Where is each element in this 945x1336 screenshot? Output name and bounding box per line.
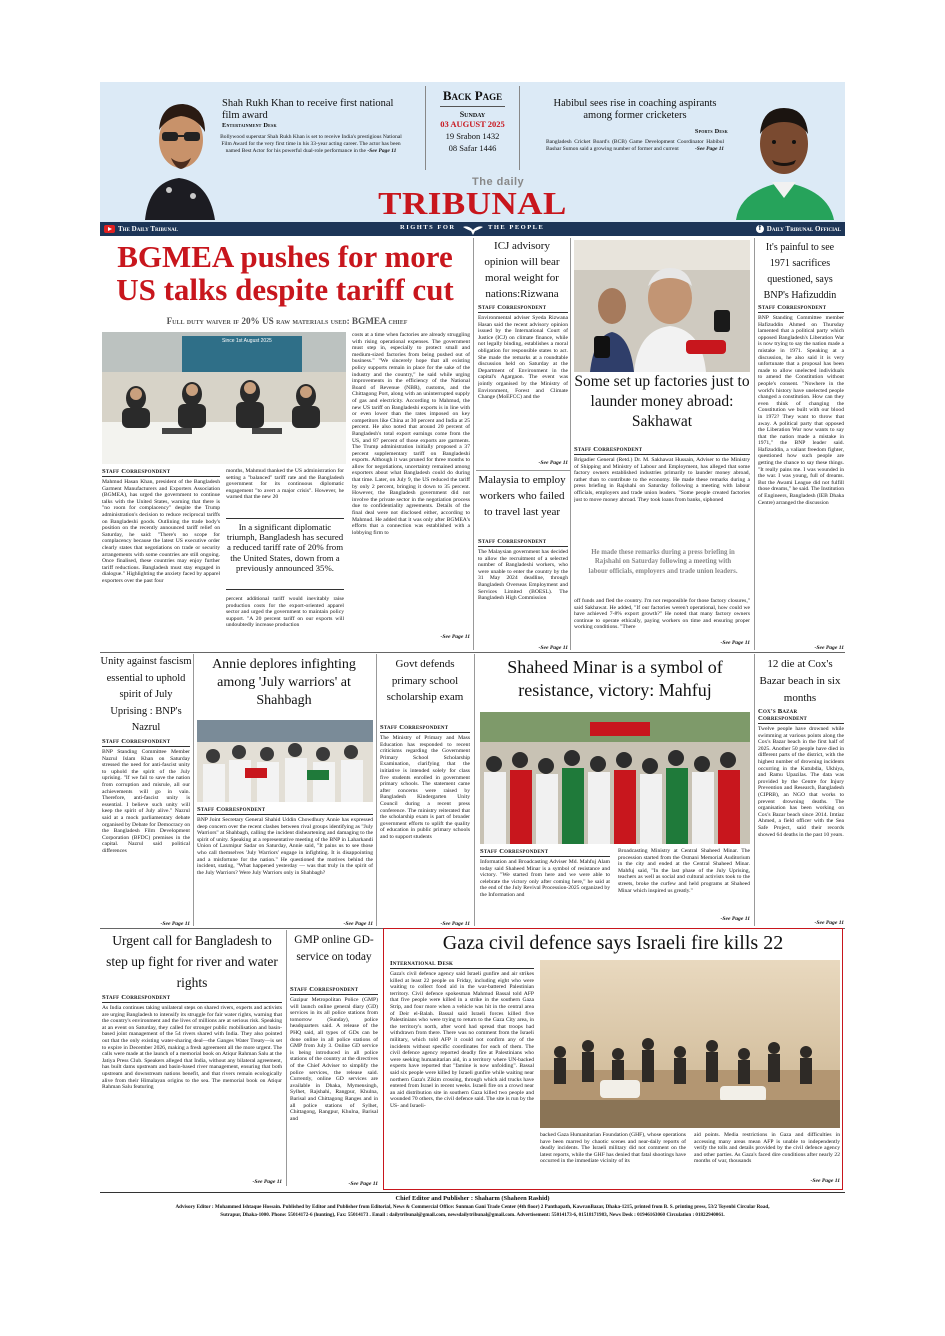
- mahfuj-byline: Staff Correspondent: [480, 848, 610, 857]
- srk-photo: [135, 86, 223, 220]
- malaysia-headline[interactable]: Malaysia to employ workers who failed to travel last year: [478, 474, 566, 518]
- gmp-see-page[interactable]: -See Page 11: [348, 1181, 378, 1187]
- footer-line-2: Advisory Editor : Mohammed Ishtaque Hossain. Published by Editor and Publisher from Editorial, News & Commercial Office: Sunman Gani Trade Center (4th floor) 2 Panthapath, KawranBazar, Dhaka-1215, printed from B. S. printing press, 53/2 Toyenbi Circular Road,: [175, 1204, 770, 1210]
- facebook-link[interactable]: [756, 223, 841, 235]
- sakhawat-pullquote: He made these remarks during a press briefing in Rajshahi on Saturday following a meeting with labour officials, employers and trade union leaders.: [588, 549, 738, 575]
- footer-editor: Chief Editor and Publisher : Shaharm (Shaheen Rashid): [395, 1195, 550, 1202]
- gaza-body: International Desk Gaza's civil defence agency said Israeli gunfire and air strikes killed at least 22 people on Friday, including eight who were waiting to collect food aid in the war-battered Palestinian territory. Civil defence spokesman Mahmud Bassal told AFP that five people were killed in a strike in the southern Gaza Strip, and four more when a vehicle was hit in the central area of Deir el-Balah. Bassal said Israeli forces killed five Palestinians who were trying to return to the Gaza City area, in the territory's north, after word had spread that troops had withdrawn from there. There was no comment from the Israeli military, which told AFP it could not confirm any of the incidents without specific coordinates for each of them. The civil defence agency reported deadly fire at Palestinians who were seeking humanitarian aid, in a territory where UN-backed experts have reported that "famine is now unfolding". Bassal said six people were killed by Israeli gunfire while waiting near northern Gaza's Zikim crossing, through which aid trucks have entered from Israel in recent weeks. Israeli fire on a crowd near an aid distribution site in southern Gaza killed two people and wounded 70 others, the civil defence said. The site is run by the US- and Israeli-: [390, 960, 534, 1109]
- day-label: Sunday: [459, 110, 486, 119]
- coxs-see-page[interactable]: -See Page 11: [814, 920, 844, 926]
- the-daily-label: The daily: [472, 176, 525, 188]
- malaysia-see-page[interactable]: -See Page 11: [538, 645, 568, 651]
- scholarship-byline: Staff Correspondent: [380, 724, 470, 733]
- malaysia-byline: Staff Correspondent: [478, 538, 568, 547]
- coxs-headline[interactable]: 12 die at Cox's Bazar beach in six months: [759, 658, 841, 704]
- gaza-body-2: backed Gaza Humanitarian Foundation (GHF), whose operations have been marred by chaotic scenes and near-daily reports of deadly incidents. The Israeli military did not comment on the latest reports, while the GHF has denied that fatal shootings have occurred in the immediate vicinity of its: [540, 1132, 686, 1165]
- annie-byline: Staff Correspondent: [197, 806, 373, 815]
- habibul-see-page[interactable]: -See Page 11: [694, 145, 724, 152]
- gaza-see-page[interactable]: -See Page 11: [810, 1178, 840, 1184]
- annie-body: Staff Correspondent BNP Joint Secretary General Shahid Uddin Chowdhury Annie has expressed deep concern over the recent clashes between rival groups identifying as "July Warriors" at Shahbagh, calling the incident disheartening and damaging to the spirit of unity. Speaking at a representative meeting of the BNP in Laharkandi Union of Laxmipur Sadar on Saturday, Annie said, "It pains us to see those who call themselves 'July Warriors' engage in infighting. It is disappointing and a misfortune for the nation." He questioned the motives behind the incident, stating, "What happened yesterday — was that truly in the spirit of the July Warriors? Were July Warriors only in Shahbagh? -See Page 11: [197, 806, 373, 927]
- tagline-right: THE PEOPLE: [488, 224, 545, 231]
- mahfuj-photo: [480, 712, 750, 844]
- lead-col-3: costs at a time when factories are already struggling with rising operational expenses. The government must step in, especially to protect small and medium-sized factories from being pushed out of business." "We sincerely hope that all existing policy supports remain in place for the sake of the industry and the country," he said while urging improvements in the efficiency of the National Board of Revenue (NBR), customs, and the Chittagong Port, along with an uninterrupted supply of gas and electricity. According to Mahmud, the new US tariff on Bangladeshi exports is in line with or even lower than the rates imposed on key competitors like China at 30 percent and India at 25 percent. He also noted that around 20 percent of Bangladesh's total export earnings come from the US, and 87 percent of those exports are garments. The Trump administration initially proposed a 37 percent supplementary tariff on Bangladeshi exports. Although it was pruned for three months to allow for negotiations, uncertainty remained among exporters about what Bangladesh could do during that time. Later, on July 9, the US reduced the tariff by only 2 percent, bringing it down to 35 percent. However, the Bangladesh government did not involve the private sector in the negotiation process due to confidentiality agreements. Details of the final deal were not disclosed either, according to Mahmud. He added that it was only after BGMEA's efforts that a connection was established with a lobbying firm to -See Page 11: [352, 332, 470, 640]
- tagline-left: RIGHTS FOR: [400, 224, 456, 231]
- srk-byline: Entertainment Desk: [222, 122, 277, 129]
- newspaper-page: [100, 82, 845, 1218]
- scholarship-see-page[interactable]: -See Page 11: [440, 921, 470, 927]
- gaza-headline[interactable]: Gaza civil defence says Israeli fire kills 22: [442, 932, 784, 954]
- mahfuj-body-2: Broadcasting Ministry at Central Shaheed Minar. The procession started from the Osmani Memorial Auditorium in the city and ended at the Central Shaheed Minar. Mahfuj said, "In the last phase of the July Uprising, teachers as well as social and cultural activists took to the streets, broke the curfew and held programs at Shaheed Minar which inspired us greatly." -See Page 11: [618, 848, 750, 922]
- hijri-date: 08 Safar 1446: [448, 143, 497, 153]
- facebook-icon: f: [756, 225, 764, 233]
- lead-pullquote: In a significant diplomatic triumph, Bangladesh has secured a reduced tariff rate of 20% from the United States, down from a previously announced 35%.: [226, 518, 344, 590]
- icj-see-page[interactable]: -See Page 11: [538, 460, 568, 466]
- nazrul-headline[interactable]: Unity against fascism essential to uphold spirit of July Uprising : BNP's Nazrul: [100, 656, 192, 733]
- gaza-body-3: aid points. Media restrictions in Gaza and difficulties in accessing many areas mean AFP is unable to independently verify the tolls and details provided by the civil defence agency and other parties. As Gaza's faced dire conditions after nearly 22 months of war, thousands -See Page 11: [694, 1132, 840, 1184]
- river-byline: Staff Correspondent: [102, 994, 282, 1003]
- lead-col-2: months, Mahmud thanked the US administration for setting a "balanced" tariff rate and the Bangladesh government for its continuous diplomatic engagement "to avert a major crisis". However, he warned that the new 20 In a significant diplomatic triumph, Bangladesh has secured a reduced tariff rate of 20% from the United States, down from a previously announced 35%. percent additional tariff would inevitably raise production costs for the export-oriented apparel sector and urged the government to maintain policy support. "A 20 percent tariff on our exports will undoubtedly increase production: [226, 468, 344, 629]
- lead-kicker: Full duty waiver if 20% US raw materials used: BGMEA chief: [166, 316, 408, 326]
- river-body: Staff Correspondent As India continues taking unilateral steps on shared rivers, experts and activists are urging Bangladesh to intensify its struggle for fair water rights, warning that the country's environment and the lives of millions are at serious risk. Speaking at an event on Saturday, they called for stronger public mobilisation and basin-based joint management of the 54 rivers shared with India. They also pointed out that the only existing water-sharing deal—the Ganges Water Treaty—is set to expire in December 2026, making a fresh agreement all the more urgent. The calls were made at the launch of a memorial book on Atiqur Rahman Salu at the Jatiya Press Club. Speakers alleged that India, without any bilateral agreement, has built dams upstream and basin-based river management, ensuring that both upstream and downstream nations benefit, and that rivers remain ecologically alive from their Himalayan origins to the sea. The memorial book on Atiqur Rahman Salu featuring -See Page 11: [102, 994, 282, 1185]
- gmp-headline[interactable]: GMP online GD-service on today: [294, 934, 374, 963]
- date-box: [425, 86, 520, 170]
- eagle-icon: [462, 223, 484, 235]
- mahfuj-body: Staff Correspondent Information and Broadcasting Adviser Md. Mahfuj Alam today said Shaheed Minar is a symbol of resistance and victory. "We started from here and we were able to celebrate the victory only after coming here," he said at the end of the July Revival Procession-2025 organized by the Information and: [480, 848, 610, 898]
- youtube-link[interactable]: [104, 223, 178, 235]
- sakhawat-byline: Staff Correspondent: [574, 446, 750, 455]
- icj-body: Staff Correspondent Environmental adviser Syeda Rizwana Hasan said the recent advisory opinion issued by the International Court of Justice (ICJ) on climate finance, while not legally binding, establishes a moral obligation for responsible states to act. She made the remarks at a roundtable discussion held on Saturday at the Department of Environment in the capital's Agargaon. The event was jointly organised by the Ministry of Environment, Forest and Climate Change (MoEFCC) and the -See Page 11: [478, 304, 568, 466]
- icj-headline[interactable]: ICJ advisory opinion will bear moral weight for nations:Rizwana: [484, 240, 560, 300]
- youtube-handle: The Daily Tribunal: [118, 225, 179, 233]
- hafizuddin-byline: Staff Correspondent: [758, 304, 844, 313]
- gmp-body: Staff Correspondent Gazipur Metropolitan Police (GMP) will launch online general diary (GD) services in its all police stations from tomorrow (Sunday), police headquarters said. A release of the PHQ said, all types of GDs can be done online in all police stations of GMP from July 3. Online GD service is being introduced in all police stations of the country at the directives of the Chief Adviser to simplify the police services, the release said. Currently, online GD services are available in Dhaka, Mymensingh, Sylhet, Rajshahi, Rangpur, Khulna, Barisal and Chittagong Ranges and in all police stations of Sylhet, Chittagong, Rangpur, Khulna, Barisal and -See Page 11: [290, 986, 378, 1187]
- gmp-byline: Staff Correspondent: [290, 986, 378, 995]
- gaza-byline: International Desk: [390, 960, 534, 969]
- sakhawat-see-page[interactable]: -See Page 11: [720, 640, 750, 646]
- facebook-handle: Daily Tribunal Official: [766, 225, 841, 233]
- lead-see-page[interactable]: -See Page 11: [440, 634, 470, 640]
- lead-col-1: Staff Correspondent Mahmud Hasan Khan, president of the Bangladesh Garment Manufacturers and Exporters Association (BGMEA), has urged the government to continue talks with the United States, warning that there is "no room for complacency" despite the Trump administration's decision to reduce reciprocal tariffs on Bangladeshi goods. Outlining the trade body's position on the recently announced tariff relief on Saturday, he said: "There's no scope for complacency because the latest US executive order clearly states that negotiations on trade or security arrangements with some countries are still ongoing. Once finalised, these countries may enjoy further tariff reductions. Bangladesh must stay engaged in dialogue." Highlighting the anxiety faced by apparel exporters over the past four: [102, 468, 220, 584]
- hafizuddin-see-page[interactable]: -See Page 11: [814, 645, 844, 651]
- date-label: 03 AUGUST 2025: [440, 119, 505, 129]
- nazrul-see-page[interactable]: -See Page 11: [160, 921, 190, 927]
- sakhawat-photo: [574, 240, 750, 372]
- lead-photo-caption: Since 1st August 2025: [222, 338, 272, 344]
- habibul-photo: [728, 86, 840, 220]
- sakhawat-body-2: off funds and fled the country. I'm not responsible for those factory closures," said Sakhawat. He added, "If our factories weren't operational, how could we have achieved 7-8% export growth?" He noted that many factory owners continue to operate ethically, paying workers on time and ensuring proper working conditions. "There -See Page 11: [574, 598, 750, 646]
- hafizuddin-headline[interactable]: It's painful to see 1971 sacrifices questioned, says BNP's Hafizuddin: [763, 242, 837, 301]
- nazrul-body: Staff Correspondent BNP Standing Committee Member Nazrul Islam Khan on Saturday stressed the need for anti-fascist unity to uphold the spirit of the July uprising. "If we fail to save the nation from corruption and misrule, all our achievements will go in vain. Therefore, anti-fascist unity is essential. I believe such unity will keep the spirit of July alive." Nazrul said at a mock parliamentary debate organised by Debate for Democracy on the Bangladesh Film Development Corporation (BFDC) premises in the capital. Nazrul said political differences -See Page 11: [102, 738, 190, 927]
- srk-see-page[interactable]: -See Page 11: [367, 147, 397, 154]
- habibul-byline: Sports Desk: [694, 128, 728, 135]
- section-label: Back Page: [442, 88, 503, 103]
- lead-byline: Staff Correspondent: [102, 468, 220, 477]
- sakhawat-headline[interactable]: Some set up factories just to launder money abroad: Sakhawat: [574, 373, 750, 430]
- annie-see-page[interactable]: -See Page 11: [343, 921, 373, 927]
- lead-headline[interactable]: BGMEA pushes for more US talks despite tariff cut: [116, 239, 454, 308]
- habibul-headline[interactable]: Habibul sees rise in coaching aspirants among former cricketers: [553, 98, 717, 121]
- coxs-byline: Cox's Bazar Correspondent: [758, 708, 844, 724]
- mahfuj-see-page[interactable]: -See Page 11: [720, 916, 750, 922]
- footer-line-3: Sutrapur, Dhaka-1000. Phone: 55014172-6 (hunting), Fax: 55014173 . Email : dailytribunal@gmail.com, newsdailytribunal@gmail.com. Advertisement: 55014173-6, 01518171983, News Desk : 01946163060 Circulation : 01822940061.: [220, 1212, 725, 1218]
- malaysia-body: Staff Correspondent The Malaysian government has decided to allow the recruitment of a selected number of Bangladeshi workers, who were unable to enter the country by the 31 May 2024 deadline, through Bangladesh Overseas Employment and Services Limited (BOESL). The Bangladesh High Commission -See Page 11: [478, 538, 568, 651]
- hafizuddin-body: Staff Correspondent BNP Standing Committee member Hafizuddin Ahmed on Thursday lamented that a political party which opposed Bangladesh's Liberation War is now trying to say the nation made a mistake in 1971. Speaking at a discussion, he also said it is very unfortunate that a proposal has been made to allow unelected individuals to amend the Constitution without people's consent. "Nowhere in the world's history have unelected people changed a constitution. How can they even think of changing the Constitution we built with our blood in 1972? They want to throw that away. A political party that opposed the Liberation War now wants to say that the nation made a mistake in 1971," the BNP leader said. Hafizuddin, a valiant freedom fighter, questioned how such people are getting the chance to say these things. "It really pains me. I was wounded in the war. I was young, full of dreams. But the Awami League did not fulfill those dreams," he said. The Institution of Engineers, Bangladesh (IEB Dhaka Centre) arranged the discussion -See Page 11: [758, 304, 844, 651]
- srk-text: Bollywood superstar Shah Rukh Khan is set to receive India's prestigious National Film Award for the very first time in his 33-year acting career. The actor has been named Best Actor for his powerful dual-role performance in the -See Page 11: [220, 134, 402, 154]
- bengali-date: 19 Srabon 1432: [445, 131, 500, 141]
- scholarship-body: Staff Correspondent The Ministry of Primary and Mass Education has responded to recent criticisms regarding the Government Primary School Scholarship Examination, clarifying that the initiative is intended solely for class five students enrolled in government primary schools. The statement came after concerns were raised by Bangladesh Kindergarten Unity Council during a recent press conference. The ministry reiterated that the scholarship exam is part of broader government efforts to uplift the quality of education in public primary schools and to support students -See Page 11: [380, 724, 470, 927]
- mahfuj-headline[interactable]: Shaheed Minar is a symbol of resistance, victory: Mahfuj: [507, 657, 723, 700]
- gaza-photo: [540, 960, 840, 1128]
- nazrul-byline: Staff Correspondent: [102, 738, 190, 747]
- river-headline[interactable]: Urgent call for Bangladesh to step up fight for river and water rights: [106, 933, 278, 990]
- habibul-text: Bangladesh Cricket Board's (BCB) Game Development Coordinator Habibul Bashar Sumon said a growing number of former and current -See Page 11: [546, 139, 724, 152]
- youtube-icon: [104, 225, 115, 233]
- srk-headline[interactable]: Shah Rukh Khan to receive first national film award: [222, 98, 394, 121]
- scholarship-headline[interactable]: Govt defends primary school scholarship exam: [386, 658, 464, 703]
- icj-byline: Staff Correspondent: [478, 304, 568, 313]
- coxs-body: Cox's Bazar Correspondent Twelve people have drowned while swimming at various points along the Cox's Bazar beach in the first half of 2025. Another 50 people have died in different parts of the district, with the highest number of drowning incidents occurring in the Kutubdia, Ukhiya, and Ramu Upazilas. The data was provided by the Centre for Injury Prevention and Research, Bangladesh (CIPRB), an NGO that works to prevent drowning deaths. The organisation has been working on Cox's Bazar beach since 2014. Imtiaz Ahmed, a field officer with the Sea Safe Project, said their records showed 64 deaths in the past 10 years. -See Page 11: [758, 708, 844, 926]
- lead-photo: [102, 332, 346, 464]
- sakhawat-body: Staff Correspondent Brigadier General (Retd.) Dr. M. Sakhawat Hussain, Adviser to the Ministry of Shipping and Ministry of Labour and Employment, has alleged that some factory owners established industries primarily to launder money abroad, rather than to contribute to the economy. He made these remarks during a press briefing in Rajshahi on Saturday following a meeting with labour officials, employers and trade union leaders. "Some people created factories just to move money abroad. They took loans from banks, siphoned: [574, 446, 750, 503]
- river-see-page[interactable]: -See Page 11: [252, 1179, 282, 1185]
- annie-photo: [197, 720, 373, 802]
- annie-headline[interactable]: Annie deplores infighting among 'July warriors' at Shahbagh: [212, 657, 356, 708]
- logo[interactable]: TRIBUNAL: [378, 186, 567, 222]
